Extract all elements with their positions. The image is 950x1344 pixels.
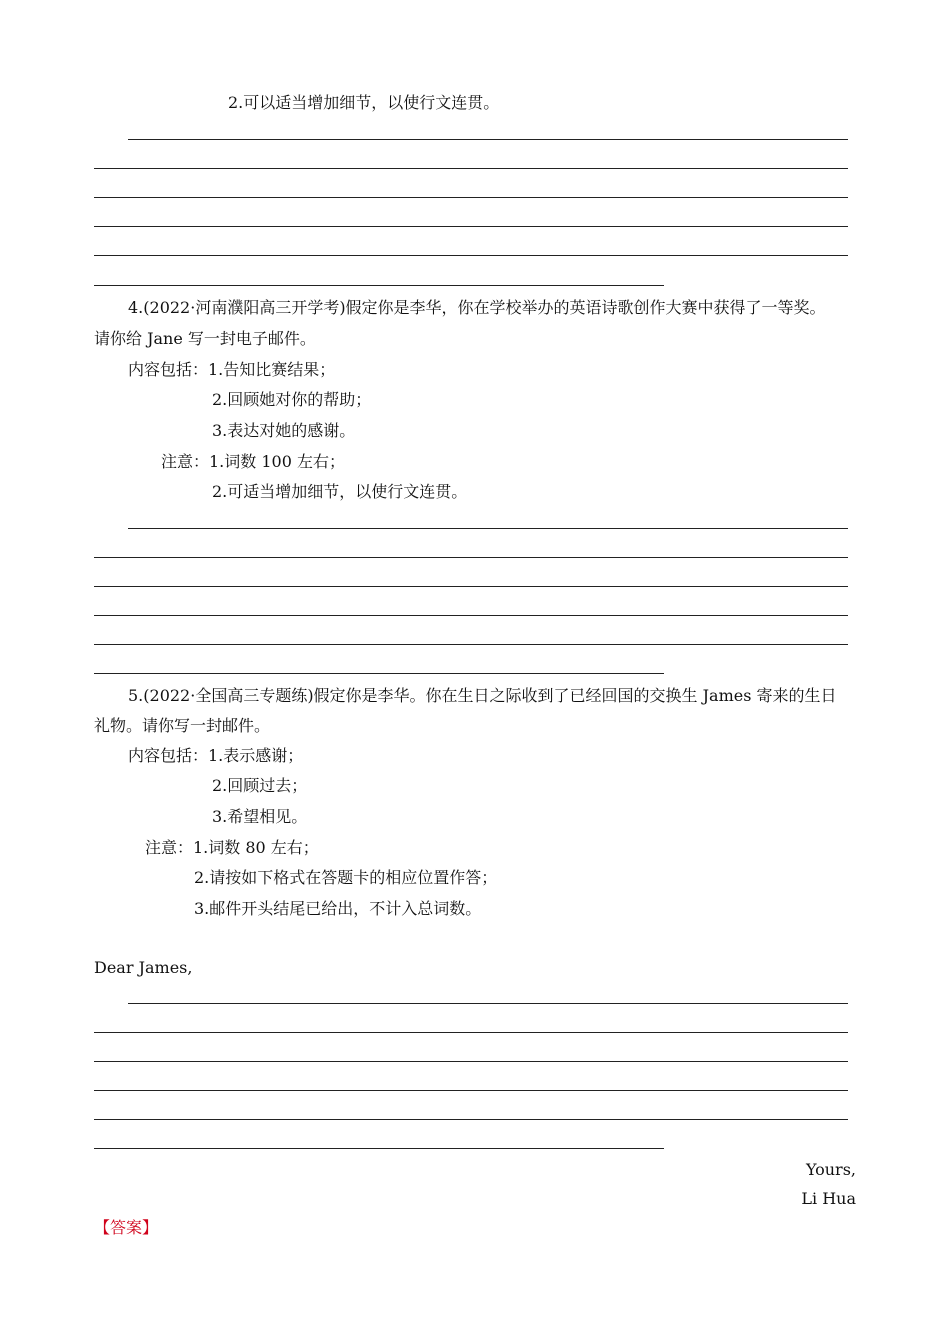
- answer-line[interactable]: [94, 586, 848, 587]
- answer-line[interactable]: [94, 197, 848, 198]
- q4-content-item-2: 2.回顾她对你的帮助；: [212, 390, 372, 409]
- letter-closing: Yours,: [805, 1160, 856, 1179]
- q4-prompt-line2: 请你给 Jane 写一封电子邮件。: [94, 329, 316, 348]
- answer-line[interactable]: [94, 255, 848, 256]
- letter-salutation: Dear James,: [94, 958, 193, 977]
- answer-line[interactable]: [128, 139, 848, 140]
- answer-line[interactable]: [94, 644, 848, 645]
- q5-note-item-2: 2.请按如下格式在答题卡的相应位置作答；: [194, 868, 498, 887]
- q5-content-item-1: 内容包括：1.表示感谢；: [128, 746, 304, 765]
- answer-line[interactable]: [94, 557, 848, 558]
- letter-signature: Li Hua: [801, 1189, 856, 1208]
- q5-content-item-3: 3.希望相见。: [212, 807, 308, 826]
- answer-line[interactable]: [94, 1032, 848, 1033]
- answer-line[interactable]: [128, 528, 848, 529]
- note-item-2: 2.可以适当增加细节，以使行文连贯。: [228, 93, 500, 112]
- q4-note-item-1: 注意：1.词数 100 左右；: [161, 452, 345, 471]
- answer-line[interactable]: [94, 1119, 848, 1120]
- q4-content-item-1: 内容包括：1.告知比赛结果；: [128, 360, 336, 379]
- answer-line[interactable]: [94, 226, 848, 227]
- q5-prompt-line2: 礼物。请你写一封邮件。: [94, 716, 271, 735]
- answer-line[interactable]: [94, 1061, 848, 1062]
- answer-line[interactable]: [94, 168, 848, 169]
- q5-note-item-1: 注意：1.词数 80 左右；: [145, 838, 319, 857]
- answer-line[interactable]: [94, 615, 848, 616]
- q5-note-item-3: 3.邮件开头结尾已给出，不计入总词数。: [194, 899, 482, 918]
- q4-content-item-3: 3.表达对她的感谢。: [212, 421, 356, 440]
- q5-prompt-line1: 5.(2022·全国高三专题练)假定你是李华。你在生日之际收到了已经回国的交换生 James 寄来的生日: [128, 686, 837, 705]
- q4-note-item-2: 2.可适当增加细节，以使行文连贯。: [212, 482, 468, 501]
- answer-line[interactable]: [94, 285, 664, 286]
- answer-label: 【答案】: [94, 1218, 159, 1237]
- q5-content-item-2: 2.回顾过去；: [212, 776, 308, 795]
- answer-line[interactable]: [94, 1148, 664, 1149]
- q4-prompt-line1: 4.(2022·河南濮阳高三开学考)假定你是李华，你在学校举办的英语诗歌创作大赛中获得了一等奖。: [128, 298, 826, 317]
- answer-line[interactable]: [94, 673, 664, 674]
- answer-line[interactable]: [128, 1003, 848, 1004]
- answer-line[interactable]: [94, 1090, 848, 1091]
